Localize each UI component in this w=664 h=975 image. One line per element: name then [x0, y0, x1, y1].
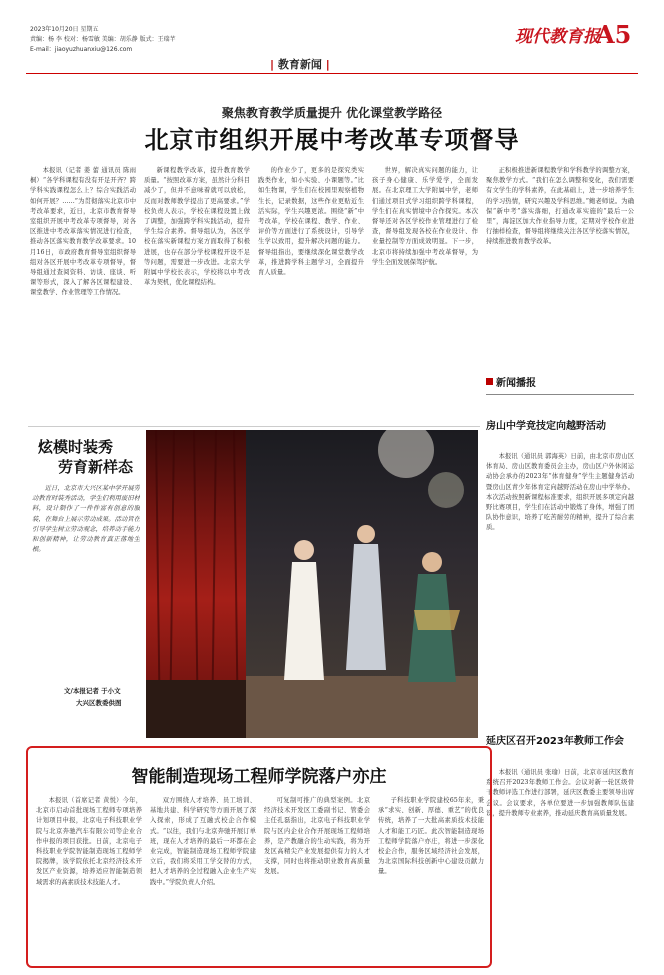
bottom-column-1: 本报讯（首席记者 黄悦）今年，北京市启动首批现场工程师专项培养计划项目申报，北京电子科技职业学院与北京奔驰汽车有限公司等企业合作申报的项目获批。日前，北京电子科技职业学院智能制造现场工程师学院揭牌，该学院依托北京经济技术开发区产业资源，培养适应智能制造领域需求的高素质技术技能人才。 — [36, 797, 142, 886]
main-column-3: 的作业少了，更多的是探究类实践类作业，如小实验、小课题等。”比如生物课，学生们在校园里观察植物生长，记录数据，这些作业更贴近生活实际，学生兴趣更浓。围绕“新”中考改革，学校在课程、教学、作业、评价等方面进行了系统设计，引导学生学以致用，提升解决问题的能力。督导组指出，要继续深化课堂教学改革，推进跨学科主题学习，全面提升育人质量。 — [258, 167, 364, 277]
sidebar-divider — [486, 394, 634, 395]
fashion-show-photo-1 — [146, 430, 246, 738]
newspaper-logo: 现代教育报 — [515, 27, 600, 47]
model-figure-3 — [408, 552, 460, 682]
runway-graphic — [246, 430, 478, 738]
feature-credit-writer: 文/本报记者 于小文 — [64, 687, 121, 695]
model-figure-1 — [284, 540, 324, 680]
sidebar-story2-body: 本报讯（通讯员 张瑜）日前，北京市延庆区教育系统召开2023年教师工作会。会议对新一轮区级骨干教师评选工作进行部署，延庆区教委主要领导出席会议。会议要求，各单位要进一步加强教师队伍建设，提升教师专业素养，推动延庆教育高质量发展。 — [486, 769, 634, 817]
main-column-4: 世界，解决真实问题的能力，让孩子身心健康、乐学爱学，全面发展。在北京理工大学附属中学，老师们通过项目式学习组织跨学科课程，学生们在真实情境中合作探究。本次督导还对各区学校作业管理进行了检查，督导组发现各校在作业设计、作业量控制等方面成效明显。下一步，北京市将持续加强中考改革督导，为学生全面发展保驾护航。 — [372, 167, 478, 266]
feature-credit-photo: 大兴区教委供图 — [76, 699, 122, 707]
main-column-1: 本报讯（记者 姜 蕾 通讯员 陈雨桐）“各学科课程有没有开足开齐？跨学科实践课程怎么上？综合实践活动如何开展？……”为贯彻落实北京市中考改革要求，近日，北京市教育督导室组织开展中考改革专项督导，对各区推进中考改革落实情况进行检查，推动各区落实教育教学改革要求。10月16日，市政府教育督导室组织督导组对各区开展中考改革专项督导，督导组通过查阅资料、访谈、座谈、听课等形式，深入了解各区课程建设、课堂教学、作业管理等工作情况。 — [30, 167, 136, 297]
section-bracket-left-icon: | — [270, 58, 275, 71]
feature-title-2: 劳育新样态 — [58, 458, 134, 476]
issue-date: 2023年10月20日 星期五 — [30, 26, 99, 33]
bottom-headline: 智能制造现场工程师学院落户亦庄 — [131, 767, 387, 787]
section-bracket-right-icon: | — [325, 58, 330, 71]
sidebar-story1-title: 房山中学竞技定向越野活动 — [486, 421, 606, 432]
bottom-column-2: 双方围绕人才培养、员工培训、基地共建、科学研究等方面开展了深入探索，形成了互融式校企合作模式。“以往，我们与北京奔驰开展订单班，现在人才培养的最后一环都在企业完成，智能制造现场工程师学院建立后，我们将采用工学交替的方式，把人才培养的全过程融入企业生产实践中。”学院负责人介绍。 — [150, 797, 256, 886]
curtain-graphic — [146, 430, 246, 738]
main-column-5: 正积极推进新课程教学和学科教学的调整方案，聚焦教学方式。“我们在怎么调整和变化，我们需要有文学生的学科素养，在此基础上，进一步培养学生的学习热情，研究兴趣及学科思维。”鲍老师说。为确保“新中考”落实落细，打通改革实施的“最后一公里”，海淀区加大作业指导力度，定期对学校作业进行抽样检查，督导组将继续关注各区学校落实情况，持续推进教育教学改革。 — [486, 167, 634, 246]
sidebar-section-title: 新闻播报 — [486, 374, 536, 389]
page-number: A5 — [596, 20, 632, 49]
section-name: | 教育新闻 | — [262, 56, 338, 72]
main-kicker: 聚焦教育教学质量提升 优化课堂教学路径 — [221, 106, 443, 120]
main-headline: 北京市组织开展中考改革专项督导 — [144, 126, 520, 154]
bottom-column-4: 子科技职业学院建校65年来，秉承“求实、创新、厚德、重艺”的优良传统，培养了一大批高素质技术技能人才和能工巧匠。此次智能制造现场工程师学院落户亦庄，将进一步深化校企合作，服务区域经济社会发展，为北京国际科技创新中心建设贡献力量。 — [378, 797, 484, 876]
sidebar-story1-body: 本报讯（通讯员 郭海英）日前，由北京市房山区体育局、房山区教育委员会主办，房山区户外休闲运动协会承办的2023年“体育健身”学生主题健身活动暨房山区青少年体育定向越野活动在房山中学举办。本次活动按照新课程标准要求，组织开展多项定向越野比赛项目，学生们在活动中锻炼了身体，增强了团队协作意识，培养了吃苦耐劳的精神，提升了综合素质。 — [486, 453, 634, 532]
main-column-2: 新课程教学改革，提升教育教学质量。“按照改革方案，虽然计分科目减少了，但并不意味着就可以放松，反而对教师教学提出了更高要求。”学校负责人表示，学校在课程设置上做了调整，加强跨学科实践活动，提升学生综合素养。督导组认为，各区学校在落实新课程方案方面取得了积极进展，也存在部分学校课程开设不足等问题，需要进一步改进。北京大学附属中学校长表示，学校将以中考改革为契机，优化课程结构。 — [144, 167, 250, 287]
fashion-show-photo-2 — [246, 430, 478, 738]
contact-email: E-mail：jiaoyuzhuanxiu@126.com — [30, 46, 133, 53]
feature-title-1: 炫模时装秀 — [38, 438, 114, 456]
model-figure-2 — [346, 525, 386, 670]
section-square-icon — [486, 378, 493, 385]
sidebar-story2-title: 延庆区召开2023年教师工作会 — [486, 736, 624, 747]
bottom-column-3: 可复制可推广的典型案例。北京经济技术开发区工委副书记、管委会主任孔磊指出，北京电子科技职业学院与区内企业合作开展现场工程师培养，是产教融合的生动实践，将为开发区高精尖产业发展提供有力的人才支撑，同时也将推动职业教育高质量发展。 — [264, 797, 370, 876]
feature-body: 近日，北京市大兴区某中学开展劳动教育时装秀活动，学生们利用废旧材料，设计制作了一件件富有创意的服装，在舞台上展示劳动成果。活动旨在引导学生树立劳动观念，培养动手能力和创新精神，让劳动教育真正落地生根。 — [32, 485, 140, 554]
editor-credits: 责编：杨 李 校对：杨雪敏 美编：胡乐静 版式：王瑞芊 — [30, 36, 176, 43]
